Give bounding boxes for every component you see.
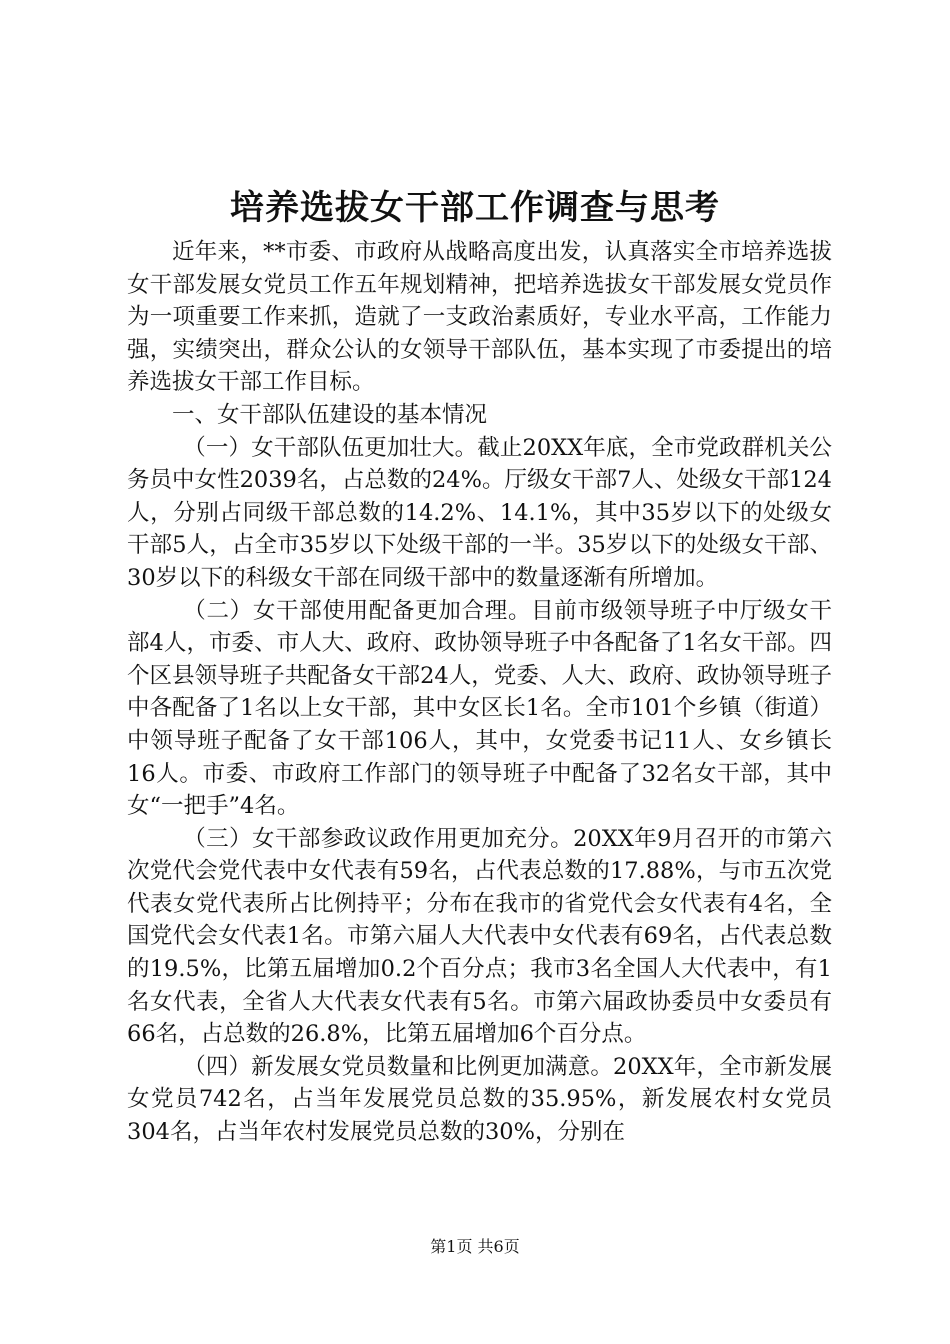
section-heading: 一、女干部队伍建设的基本情况 bbox=[172, 401, 488, 428]
document-body bbox=[127, 236, 832, 1149]
intro-paragraph: 近年来，**市委、市政府从战略高度出发，认真落实全市培养选拔女干部发展女党员工作五年规划精神，把培养选拔女干部发展女党员作为一项重要工作来抓，造就了一支政治素质好，专业水平高，工作能力强，实绩突出，群众公认的女领导干部队伍，基本实现了市委提出的培养选拔女干部工作目标。 bbox=[127, 239, 832, 396]
paragraph-item-4: （四）新发展女党员数量和比例更加满意。20XX年，全市新发展女党员742名，占当年发展党员总数的35.95%，新发展农村女党员304名，占当年农村发展党员总数的30%，分别在 bbox=[127, 1053, 832, 1146]
document-title: 培养选拔女干部工作调查与思考 bbox=[230, 188, 720, 228]
paragraph-item-2: （二）女干部使用配备更加合理。目前市级领导班子中厅级女干部4人，市委、市人大、政府、政协领导班子中各配备了1名女干部。四个区县领导班子共配备女干部24人，党委、人大、政府、政协领导班子中各配备了1名以上女干部，其中女区长1名。全市101个乡镇（街道）中领导班子配备了女干部106人，其中，女党委书记11人、女乡镇长16人。市委、市政府工作部门的领导班子中配备了32名女干部，其中女“一把手”4名。 bbox=[127, 597, 832, 820]
paragraph-item-1: （一）女干部队伍更加壮大。截止20XX年底，全市党政群机关公务员中女性2039名，占总数的24%。厅级女干部7人、处级女干部124人，分别占同级干部总数的14.2%、14.1%，其中35岁以下的处级女干部5人，占全市35岁以下处级干部的一半。35岁以下的处级女干部、30岁以下的科级女干部在同级干部中的数量逐渐有所增加。 bbox=[127, 434, 832, 591]
paragraph-item-3: （三）女干部参政议政作用更加充分。20XX年9月召开的市第六次党代会党代表中女代表有59名，占代表总数的17.88%，与市五次党代表女党代表所占比例持平；分布在我市的省党代会女代表有4名，全国党代会女代表1名。市第六届人大代表中女代表有69名，占代表总数的19.5%，比第五届增加0.2个百分点；我市3名全国人大代表中，有1名女代表，全省人大代表女代表有5名。市第六届政协委员中女委员有66名，占总数的26.8%，比第五届增加6个百分点。 bbox=[127, 825, 832, 1048]
page-number-footer: 第1页 共6页 bbox=[430, 1237, 520, 1256]
